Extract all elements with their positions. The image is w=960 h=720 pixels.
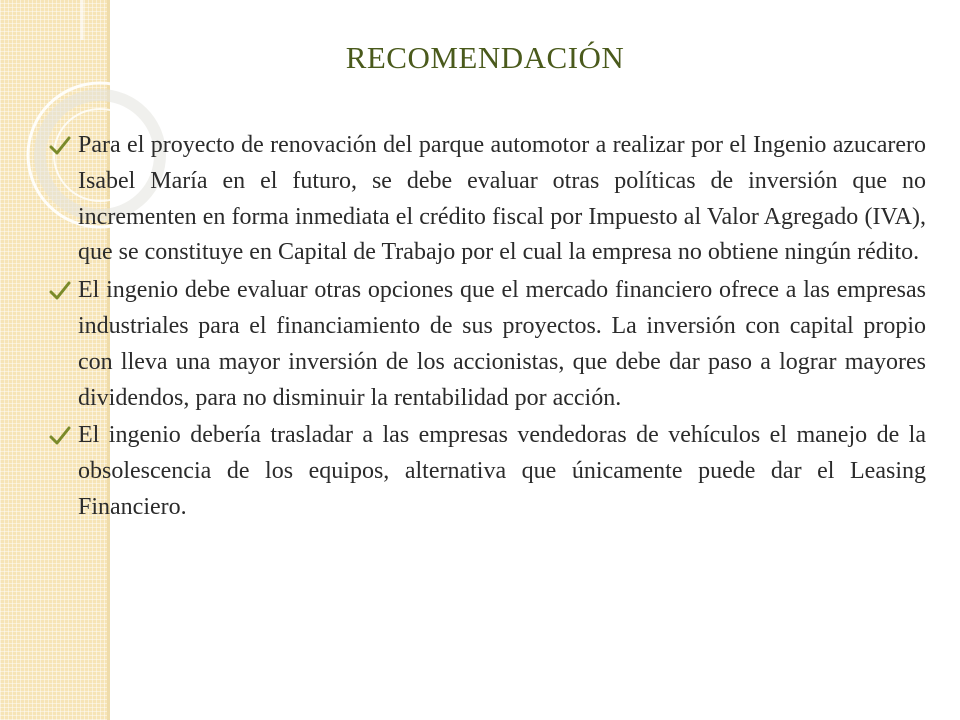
list-item [46, 273, 926, 416]
checkmark-icon [49, 425, 71, 447]
slide-title: RECOMENDACIÓN [345, 40, 625, 75]
checkmark-icon [49, 135, 71, 157]
list-item [46, 418, 926, 525]
list-item [46, 128, 926, 271]
list-item-text: Para el proyecto de renovación del parque automotor a realizar por el Ingenio azucarero Isabel María en el futuro, se debe evaluar otras políticas de inversión que no incrementen en forma inmediata el crédito fiscal por Impuesto al Valor Agregado (IVA), que se constituye en Capital de Trabajo por el cual la empresa no obtiene ningún rédito. [78, 132, 926, 266]
list-item-text: El ingenio debería trasladar a las empresas vendedoras de vehículos el manejo de la obsolescencia de los equipos, alternativa que únicamente puede dar el Leasing Financiero. [78, 422, 926, 520]
recommendation-list [46, 128, 926, 528]
checkmark-icon [49, 280, 71, 302]
list-item-text: El ingenio debe evaluar otras opciones que el mercado financiero ofrece a las empresas industriales para el financiamiento de sus proyectos. La inversión con capital propio con lleva una mayor inversión de los accionistas, que debe dar paso a lograr mayores dividendos, para no disminuir la rentabilidad por acción. [78, 277, 926, 411]
